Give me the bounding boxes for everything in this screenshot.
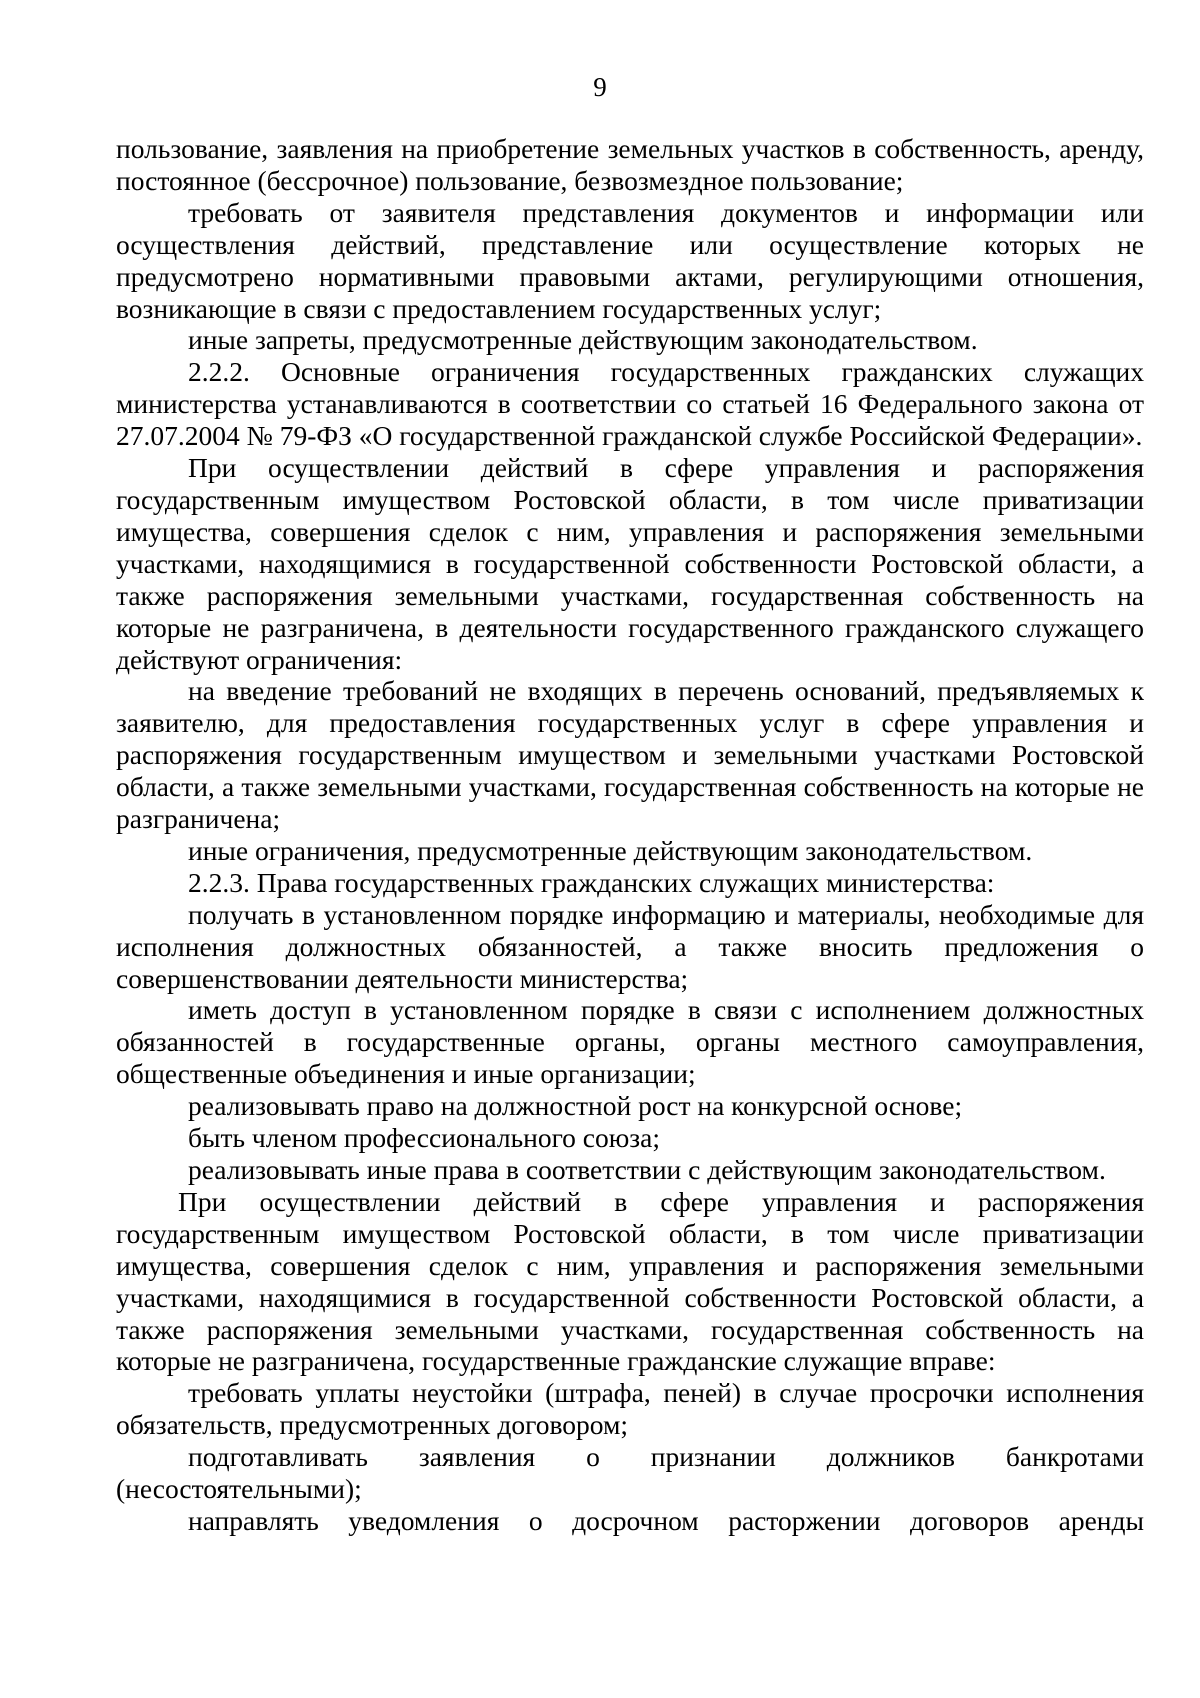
paragraph-right-access: иметь доступ в установленном порядке в связи с исполнением должностных обязанностей в государственные органы, органы местного самоуправления, общественные объединения и иные организации;	[116, 994, 1144, 1090]
paragraph-rights-intro: При осуществлении действий в сфере управления и распоряжения государственным имуществом Ростовской области, в том числе приватизации имущества, совершения сделок с ним, управления и распоряжения земельными участками, находящимися в государственной собственности Ростовской области, а также распоряжения земельными участками, государственная собственность на которые не разграничена, государственные гражданские служащие вправе:	[116, 1185, 1144, 1377]
document-body	[116, 133, 1144, 1537]
paragraph-section-2-2-2: 2.2.2. Основные ограничения государственных гражданских служащих министерства устанавливаются в соответствии со статьей 16 Федерального закона от 27.07.2004 № 79-ФЗ «О государственной гражданской службе Российской Федерации».	[116, 356, 1144, 452]
page-number: 9	[593, 72, 607, 102]
paragraph-other-restrictions: иные ограничения, предусмотренные действующим законодательством.	[188, 834, 1033, 866]
paragraph-right-union: быть членом профессионального союза;	[188, 1122, 661, 1154]
paragraph-other-prohibitions: иные запреты, предусмотренные действующим законодательством.	[188, 324, 978, 356]
paragraph-section-2-2-3: 2.2.3. Права государственных гражданских служащих министерства:	[188, 866, 995, 898]
paragraph-restrictions-intro: При осуществлении действий в сфере управления и распоряжения государственным имуществом Ростовской области, в том числе приватизации имущества, совершения сделок с ним, управления и распоряжения земельными участками, находящимися в государственной собственности Ростовской области, а также распоряжения земельными участками, государственная собственность на которые не разграничена, в деятельности государственного гражданского служащего действуют ограничения:	[116, 452, 1144, 675]
paragraph-right-career: реализовывать право на должностной рост на конкурсной основе;	[188, 1090, 963, 1122]
paragraph-continuation: пользование, заявления на приобретение земельных участков в собственность, аренду, постоянное (бессрочное) пользование, безвозмездное пользование;	[116, 133, 1144, 196]
paragraph-right-information: получать в установленном порядке информацию и материалы, необходимые для исполнения должностных обязанностей, а также вносить предложения о совершенствовании деятельности министерства;	[116, 898, 1144, 994]
paragraph-right-other: реализовывать иные права в соответствии с действующим законодательством.	[188, 1154, 1106, 1185]
paragraph-right-notification: направлять уведомления о досрочном расторжении договоров аренды	[188, 1504, 1144, 1536]
paragraph-restriction-requirements: на введение требований не входящих в перечень оснований, предъявляемых к заявителю, для предоставления государственных услуг в сфере управления и распоряжения государственным имуществом и земельными участками Ростовской области, а также земельными участками, государственная собственность на которые не разграничена;	[116, 675, 1144, 835]
paragraph-prohibition-documents: требовать от заявителя представления документов и информации или осуществления действий, представление или осуществление которых не предусмотрено нормативными правовыми актами, регулирующими отношения, возникающие в связи с предоставлением государственных услуг;	[116, 196, 1144, 324]
paragraph-right-bankruptcy: подготавливать заявления о признании должников банкротами (несостоятельными);	[116, 1441, 1144, 1505]
paragraph-right-penalty: требовать уплаты неустойки (штрафа, пеней) в случае просрочки исполнения обязательств, предусмотренных договором;	[116, 1377, 1144, 1441]
